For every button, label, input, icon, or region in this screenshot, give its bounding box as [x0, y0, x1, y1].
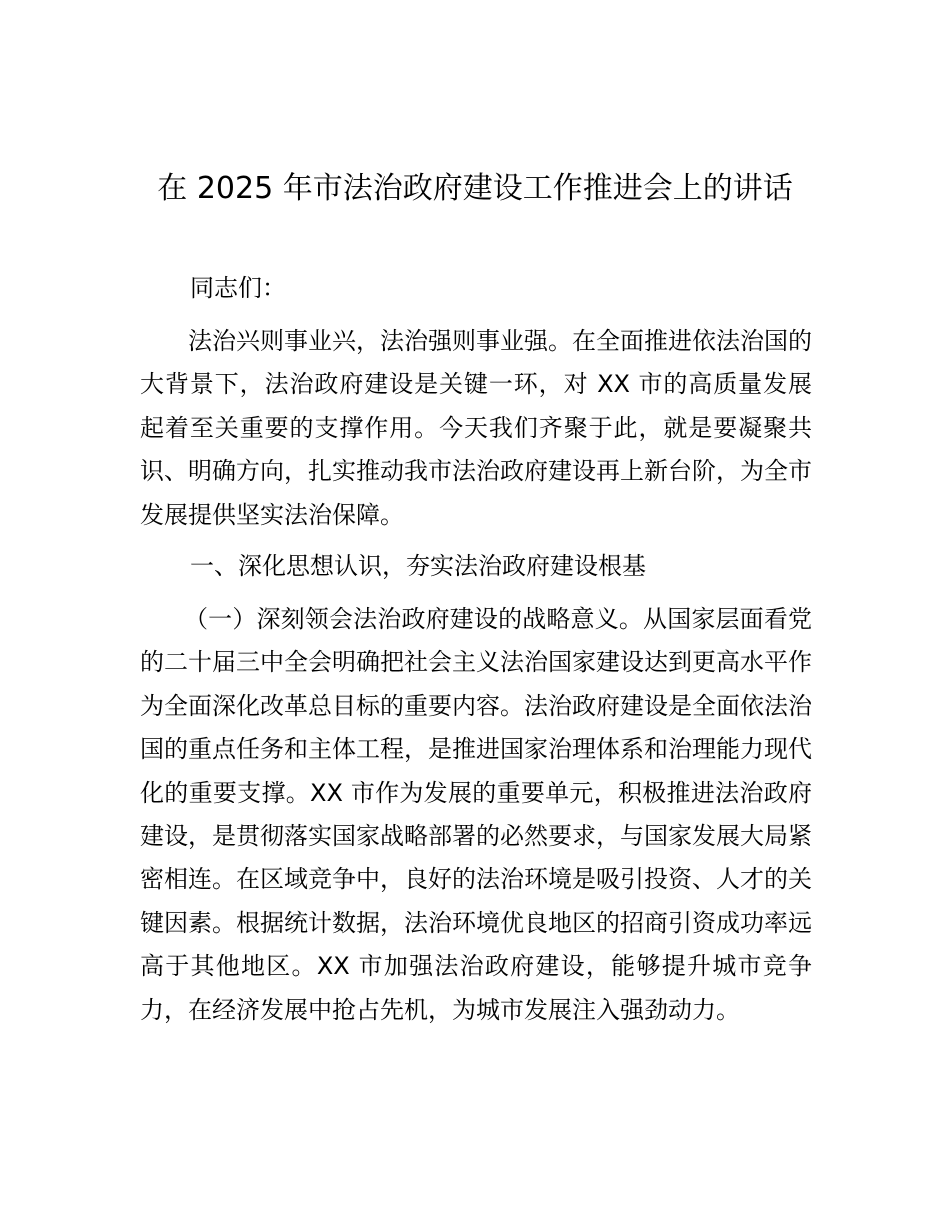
salutation: 同志们： — [190, 274, 286, 302]
intro-paragraph: 法治兴则事业兴，法治强则事业强。在全面推进依法治国的大背景下，法治政府建设是关键一环，对 XX 市的高质量发展起着至关重要的支撑作用。今天我们齐聚于此，就是要凝聚共识、明确方向，扎实推动我市法治政府建设再上新台阶，为全市发展提供坚实法治保障。 — [140, 327, 812, 529]
section-heading: 一、深化思想认识，夯实法治政府建设根基 — [190, 552, 646, 580]
section-paragraph: （一）深刻领会法治政府建设的战略意义。从国家层面看党的二十届三中全会明确把社会主义法治国家建设达到更高水平作为全面深化改革总目标的重要内容。法治政府建设是全面依法治国的重点任务和主体工程，是推进国家治理体系和治理能力现代化的重要支撑。XX 市作为发展的重要单元，积极推进法治政府建设，是贯彻落实国家战略部署的必然要求，与国家发展大局紧密相连。在区域竞争中，良好的法治环境是吸引投资、人才的关键因素。根据统计数据，法治环境优良地区的招商引资成功率远高于其他地区。XX 市加强法治政府建设，能够提升城市竞争力，在经济发展中抢占先机，为城市发展注入强劲动力。 — [140, 605, 812, 1024]
document-title: 在 2025 年市法治政府建设工作推进会上的讲话 — [157, 171, 793, 206]
